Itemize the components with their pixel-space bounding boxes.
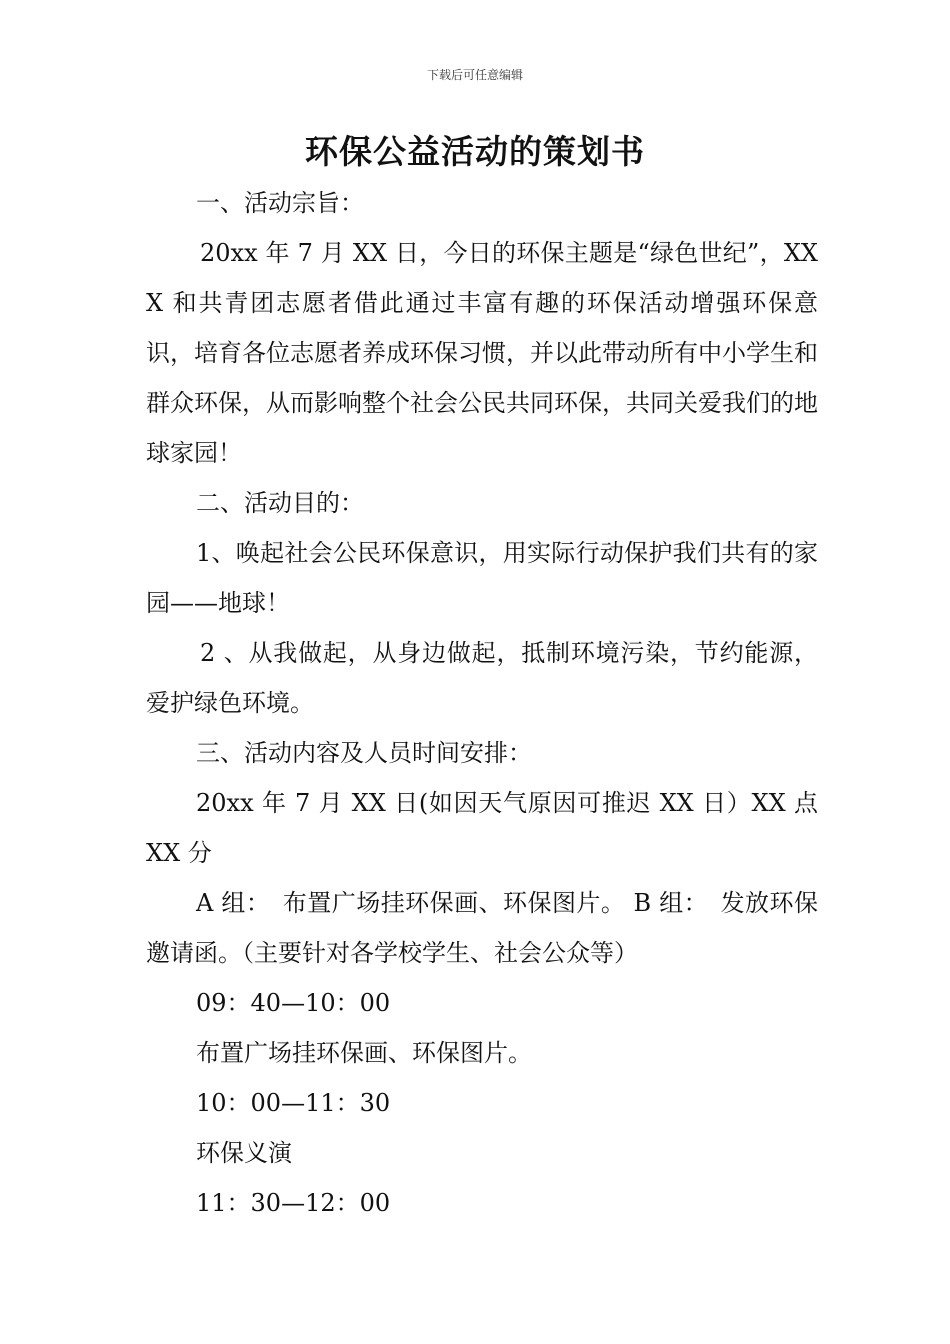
- schedule-time-3: 11：30—12：00: [196, 1189, 391, 1217]
- document-body: [146, 178, 818, 1228]
- section-heading-purpose: 一、活动宗旨：: [196, 189, 364, 217]
- schedule-time-2: 10：00—11：30: [196, 1089, 391, 1117]
- paragraph-purpose: 20xx 年 7 月 XX 日，今日的环保主题是“绿色世纪”，XXX 和共青团志愿者借此通过丰富有趣的环保活动增强环保意识，培育各位志愿者养成环保习惯，并以此带动所有中小学生和群众环保，从而影响整个社会公民共同环保，共同关爱我们的地球家园！: [146, 239, 818, 467]
- section-heading-schedule: 三、活动内容及人员时间安排：: [196, 739, 532, 767]
- schedule-time-1: 09：40—10：00: [196, 989, 391, 1017]
- schedule-groups: A 组： 布置广场挂环保画、环保图片。 B 组： 发放环保邀请函。（主要针对各学校学生、社会公众等）: [146, 889, 818, 967]
- section-heading-goal: 二、活动目的：: [196, 489, 364, 517]
- goal-item-2: 2 、从我做起，从身边做起，抵制环境污染，节约能源，爱护绿色环境。: [146, 639, 818, 717]
- header-note: 下载后可任意编辑: [426, 68, 523, 82]
- schedule-activity-1: 布置广场挂环保画、环保图片。: [196, 1039, 532, 1067]
- schedule-activity-2: 环保义演: [196, 1139, 292, 1167]
- document-title: 环保公益活动的策划书: [305, 132, 645, 171]
- goal-item-1: 1、唤起社会公民环保意识，用实际行动保护我们共有的家园——地球！: [146, 539, 818, 617]
- schedule-date: 20xx 年 7 月 XX 日(如因天气原因可推迟 XX 日）XX 点 XX 分: [146, 789, 818, 867]
